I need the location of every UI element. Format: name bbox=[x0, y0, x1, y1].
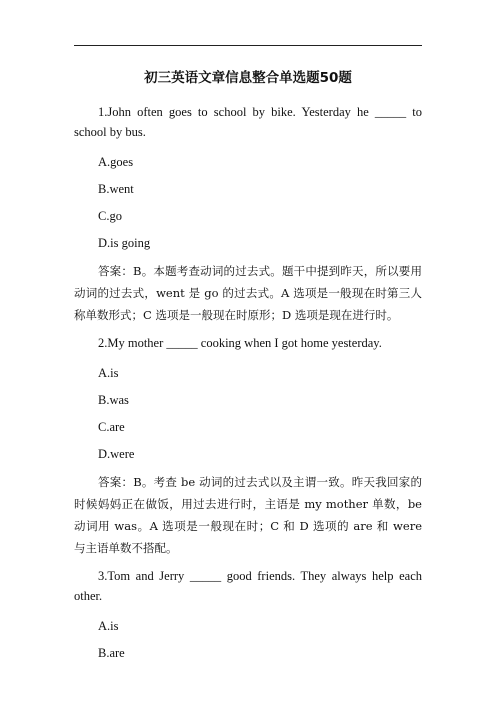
option-d: D.were bbox=[98, 447, 135, 461]
question-stem: 3.Tom and Jerry _____ good friends. They always help each other. bbox=[74, 569, 422, 603]
option-a: A.is bbox=[98, 619, 119, 633]
question-stem: 1.John often goes to school by bike. Yesterday he _____ to school by bus. bbox=[74, 105, 422, 139]
question-1 bbox=[74, 102, 422, 326]
option-a: A.goes bbox=[98, 155, 134, 169]
question-2 bbox=[74, 333, 422, 559]
option-d: D.is going bbox=[98, 236, 151, 250]
answer-explanation: 答案：B。本题考查动词的过去式。题干中提到昨天，所以要用动词的过去式，went 是 go 的过去式。A 选项是一般现在时第三人称单数形式；C 选项是一般现在时原形；D 选项是现在进行时。 bbox=[74, 264, 422, 322]
option-b: B.was bbox=[98, 393, 129, 407]
document-body bbox=[74, 64, 422, 670]
option-c: C.go bbox=[98, 209, 122, 223]
option-a: A.is bbox=[98, 366, 119, 380]
page-title: 初三英语文章信息整合单选题50题 bbox=[144, 70, 352, 86]
option-b: B.went bbox=[98, 182, 134, 196]
question-stem: 2.My mother _____ cooking when I got home yesterday. bbox=[98, 336, 382, 350]
option-b: B.are bbox=[98, 646, 125, 660]
option-c: C.are bbox=[98, 420, 125, 434]
answer-explanation: 答案：B。考查 be 动词的过去式以及主谓一致。昨天我回家的时候妈妈正在做饭，用过去进行时，主语是 my mother 单数，be 动词用 was。A 选项是一般现在时；C 和 D 选项的 are 和 were 与主语单数不搭配。 bbox=[74, 475, 422, 555]
question-3 bbox=[74, 566, 422, 663]
header-rule bbox=[74, 45, 422, 46]
